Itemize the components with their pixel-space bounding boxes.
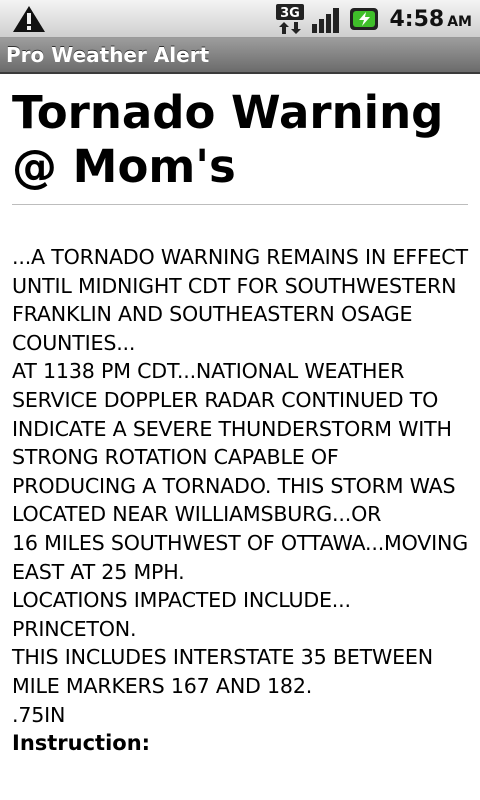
alert-content[interactable] — [12, 86, 468, 757]
instruction-label: Instruction: — [12, 731, 151, 756]
status-ampm: AM — [447, 13, 472, 30]
status-bar[interactable] — [0, 0, 480, 38]
network-label: 3G — [280, 6, 301, 21]
status-time: 4:58 — [389, 6, 445, 32]
signal-strength-icon — [311, 4, 343, 34]
battery-charging-icon — [349, 6, 381, 32]
alert-title: Tornado Warning @ Mom's — [12, 86, 468, 205]
app-title-bar — [0, 38, 480, 74]
network-3g-icon — [275, 3, 305, 35]
status-clock — [389, 7, 472, 32]
status-icons — [275, 0, 472, 38]
alert-body-text: ...A TORNADO WARNING REMAINS IN EFFECT UNTIL MIDNIGHT CDT FOR SOUTHWESTERN FRANKLIN AND SOUTHEASTERN OSAGE COUNTIES... AT 1138 PM CDT...NATIONAL WEATHER SERVICE DOPPLER RADAR CONTINUED TO INDICATE A SEVERE THUNDERSTORM WITH STRONG ROTATION CAPABLE OF PRODUCING A TORNADO. THIS STORM WAS LOCATED NEAR WILLIAMSBURG...OR 16 MILES SOUTHWEST OF OTTAWA...MOVING EAST AT 25 MPH. LOCATIONS IMPACTED INCLUDE... PRINCETON. THIS INCLUDES INTERSTATE 35 BETWEEN MILE MARKERS 167 AND 182. .75IN — [12, 245, 468, 727]
app-title: Pro Weather Alert — [6, 43, 210, 67]
warning-icon — [12, 5, 46, 33]
